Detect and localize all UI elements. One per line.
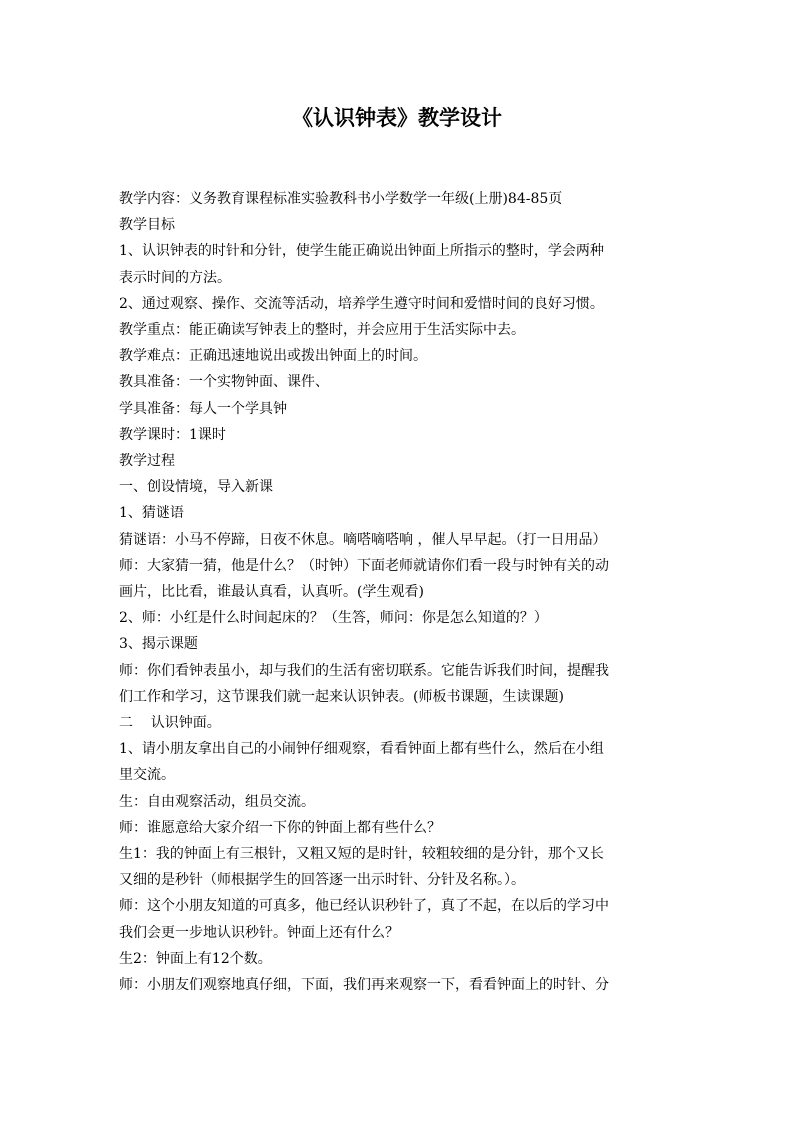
body-line: 教具准备：一个实物钟面、课件、 <box>119 374 329 391</box>
body-line: 师：你们看钟表虽小，却与我们的生活有密切联系。它能告诉我们时间，提醒我 <box>119 662 609 679</box>
document-title: 《认识钟表》教学设计 <box>292 105 502 130</box>
body-line: 一、创设情境，导入新课 <box>119 479 273 496</box>
body-line: 生：自由观察活动，组员交流。 <box>119 793 315 810</box>
body-line: 表示时间的方法。 <box>119 269 231 286</box>
body-line: 生1：我的钟面上有三根针，又粗又短的是时针，较粗较细的是分针，那个又长 <box>119 846 604 863</box>
body-line: 师：这个小朋友知道的可真多，他已经认识秒针了，真了不起，在以后的学习中 <box>119 898 609 915</box>
body-line: 生2：钟面上有12个数。 <box>119 950 272 967</box>
body-line: 们工作和学习，这节课我们就一起来认识钟表。(师板书课题，生读课题) <box>119 688 564 705</box>
body-line: 教学过程 <box>119 453 175 470</box>
body-line: 里交流。 <box>119 767 175 784</box>
body-line: 师：小朋友们观察地真仔细，下面，我们再来观察一下，看看钟面上的时针、分 <box>119 977 609 994</box>
body-line: 3、揭示课题 <box>119 636 198 653</box>
body-line: 教学难点：正确迅速地说出或拨出钟面上的时间。 <box>119 348 427 365</box>
body-line: 又细的是秒针（师根据学生的回答逐一出示时针、分针及名称。）。 <box>119 872 525 889</box>
body-line: 画片，比比看，谁最认真看，认真听。(学生观看) <box>119 584 424 601</box>
document-body <box>119 186 679 998</box>
body-line: 二 认识钟面。 <box>119 715 221 732</box>
body-line: 教学重点：能正确读写钟表上的整时，并会应用于生活实际中去。 <box>119 322 525 339</box>
body-line: 学具准备：每人一个学具钟 <box>119 400 287 417</box>
body-line: 教学内容：义务教育课程标准实验教科书小学数学一年级(上册)84-85页 <box>119 191 563 207</box>
body-line: 师：大家猜一猜，他是什么？（时钟）下面老师就请你们看一段与时钟有关的动 <box>119 557 609 574</box>
body-line: 猜谜语：小马不停蹄，日夜不休息。嘀嗒嘀嗒响 ，催人早早起。（打一日用品） <box>119 531 607 548</box>
body-line: 1、请小朋友拿出自己的小闹钟仔细观察，看看钟面上都有些什么，然后在小组 <box>119 741 604 758</box>
body-line: 师：谁愿意给大家介绍一下你的钟面上都有些什么？ <box>119 819 441 836</box>
body-line: 2、师：小红是什么时间起床的？（生答，师问：你是怎么知道的？） <box>119 610 548 627</box>
body-line: 教学课时：1课时 <box>119 426 226 443</box>
body-line: 我们会更一步地认识秒针。钟面上还有什么？ <box>119 924 399 941</box>
body-line: 2、通过观察、操作、交流等活动，培养学生遵守时间和爱惜时间的良好习惯。 <box>119 295 604 312</box>
body-line: 1、认识钟表的时针和分针，使学生能正确说出钟面上所指示的整时，学会两种 <box>119 243 604 260</box>
body-line: 教学目标 <box>119 217 175 234</box>
body-line: 1、猜谜语 <box>119 505 184 522</box>
